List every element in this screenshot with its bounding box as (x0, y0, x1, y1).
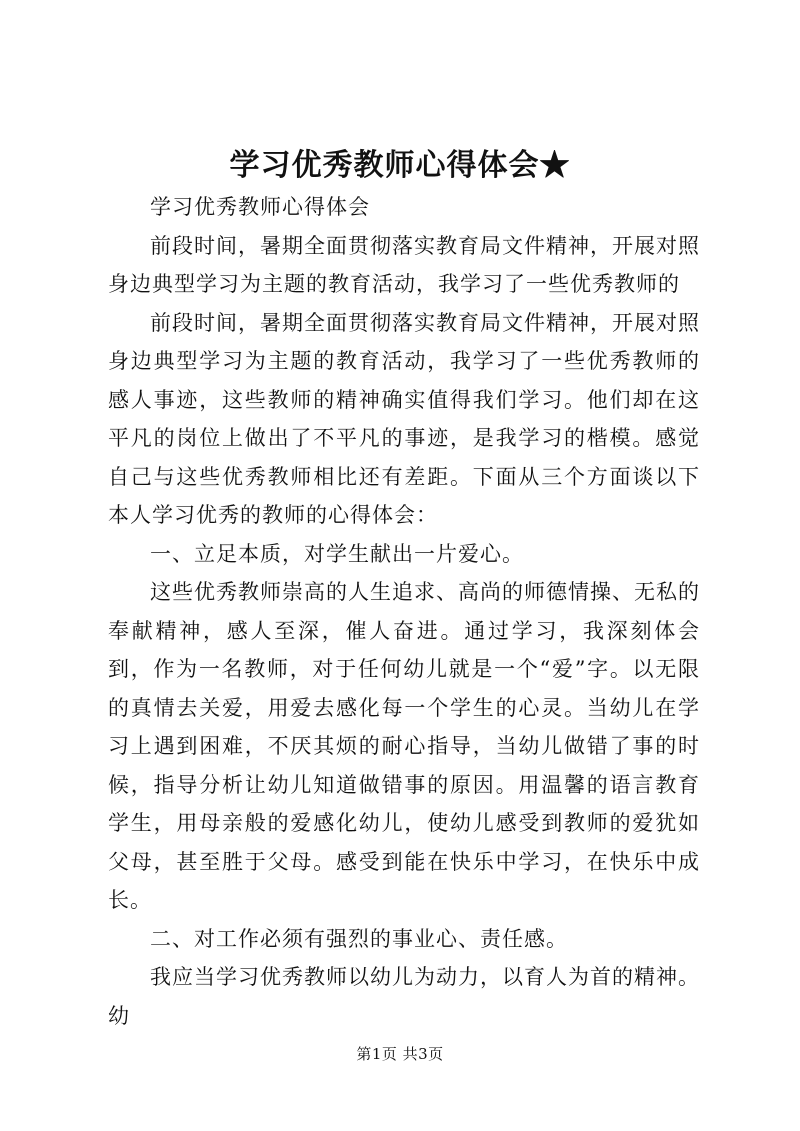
paragraph-section-2: 我应当学习优秀教师以幼儿为动力，以育人为首的精神。幼 (108, 965, 700, 1028)
paragraph-intro-full: 前段时间，暑期全面贯彻落实教育局文件精神，开展对照身边典型学习为主题的教育活动，我学习了一些优秀教师的感人事迹，这些教师的精神确实值得我们学习。他们却在这平凡的岗位上做出了不平凡的事迹，是我学习的楷模。感觉自己与这些优秀教师相比还有差距。下面从三个方面谈以下本人学习优秀的教师的心得体会： (108, 310, 700, 527)
paragraph-subtitle: 学习优秀教师心得体会 (150, 195, 370, 219)
section-heading-1: 一、立足本质，对学生献出一片爱心。 (150, 541, 524, 566)
section-heading-2: 二、对工作必须有强烈的事业心、责任感。 (150, 926, 568, 951)
document-title: 学习优秀教师心得体会★ (229, 148, 571, 183)
page-number-footer: 第1页 共3页 (356, 1045, 444, 1063)
paragraph-section-1: 这些优秀教师崇高的人生追求、高尚的师德情操、无私的奉献精神，感人至深，催人奋进。通过学习，我深刻体会到，作为一名教师，对于任何幼儿就是一个“爱”字。以无限的真情去关爱，用爱去感化每一个学生的心灵。当幼儿在学习上遇到困难，不厌其烦的耐心指导，当幼儿做错了事的时候，指导分析让幼儿知道做错事的原因。用温馨的语言教育学生，用母亲般的爱感化幼儿，使幼儿感受到教师的爱犹如父母，甚至胜于父母。感受到能在快乐中学习，在快乐中成长。 (108, 580, 700, 912)
paragraph-intro-short: 前段时间，暑期全面贯彻落实教育局文件精神，开展对照身边典型学习为主题的教育活动，我学习了一些优秀教师的 (108, 233, 700, 296)
document-body (108, 188, 700, 1035)
